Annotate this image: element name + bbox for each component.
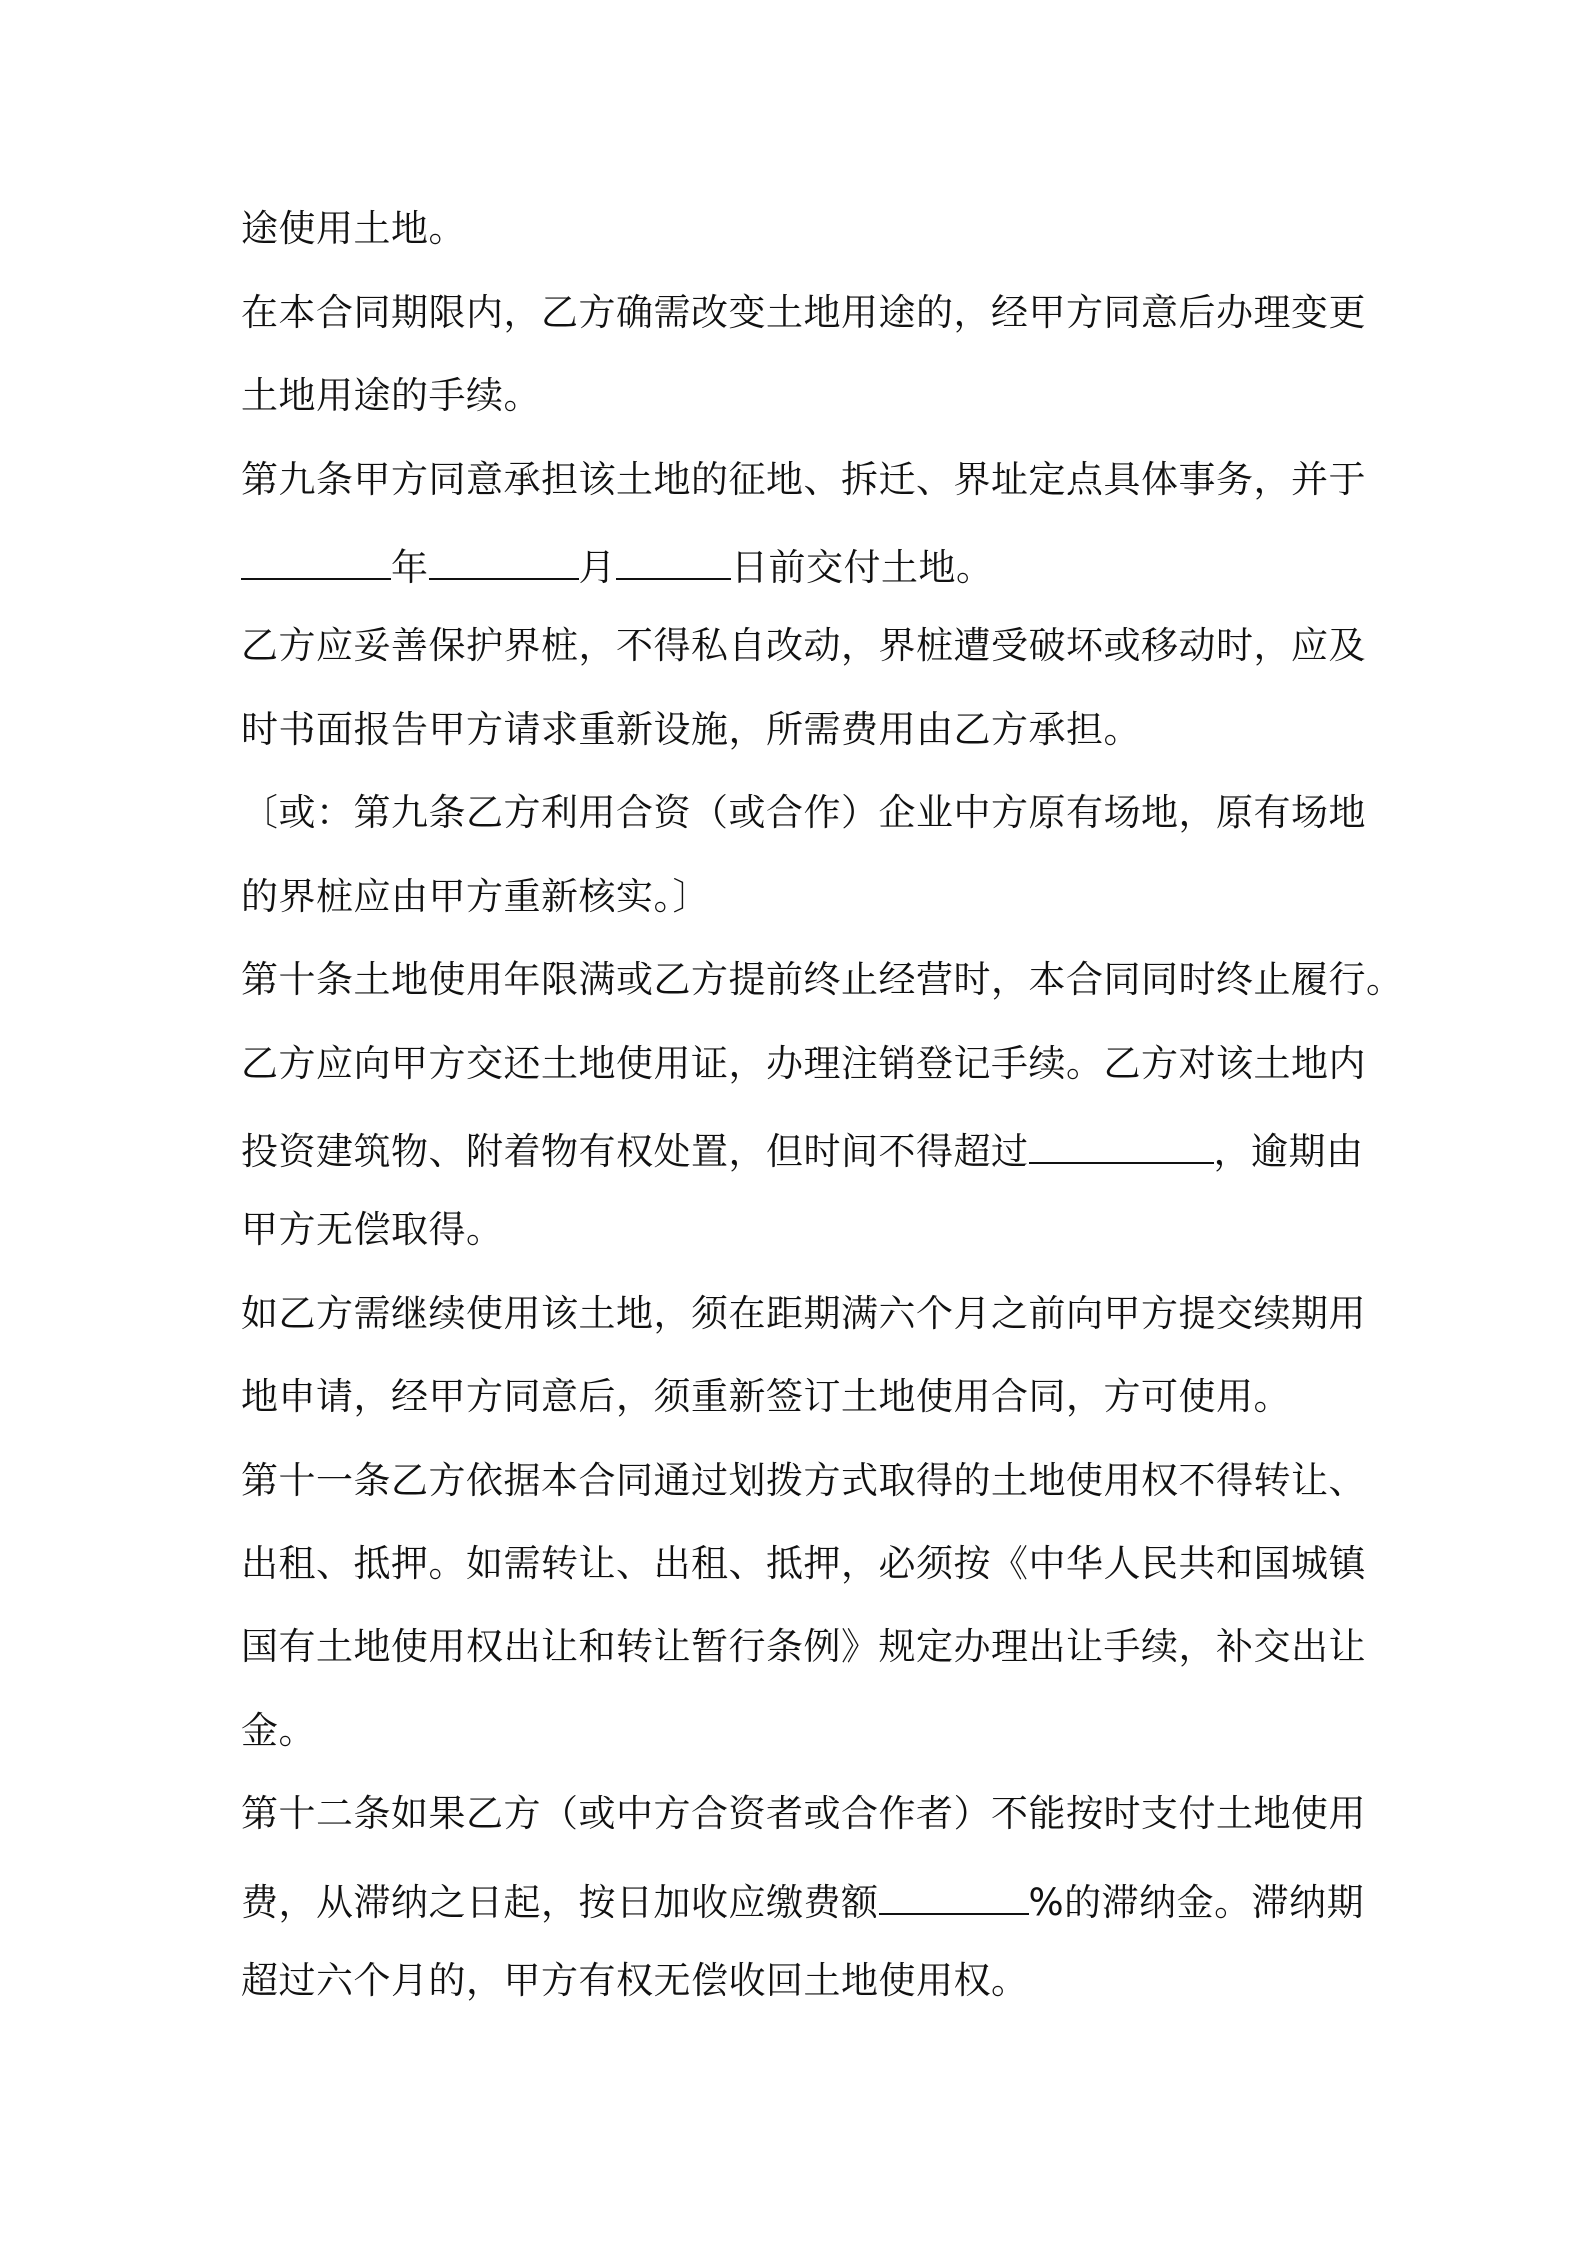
text-line: 第十条土地使用年限满或乙方提前终止经营时，本合同同时终止履行。 xyxy=(241,958,1404,1001)
text-line: 乙方应向甲方交还土地使用证，办理注销登记手续。乙方对该土地内 xyxy=(241,1042,1366,1085)
text-line: 第九条甲方同意承担该土地的征地、拆迁、界址定点具体事务，并于 xyxy=(241,458,1366,501)
text-line: 出租、抵押。如需转让、出租、抵押，必须按《中华人民共和国城镇 xyxy=(241,1542,1366,1585)
text-line: 甲方无偿取得。 xyxy=(241,1208,504,1251)
text-line: 超过六个月的，甲方有权无偿收回土地使用权。 xyxy=(241,1959,1029,2002)
text-line: 土地用途的手续。 xyxy=(241,374,541,417)
text-line: 乙方应妥善保护界桩，不得私自改动，界桩遭受破坏或移动时，应及 xyxy=(241,624,1366,667)
late-fee-suffix: %的滞纳金。滞纳期 xyxy=(1028,1881,1365,1924)
text-line: 地申请，经甲方同意后，须重新签订土地使用合同，方可使用。 xyxy=(241,1375,1291,1418)
year-label: 年 xyxy=(391,546,429,589)
text-line: 第十二条如果乙方（或中方合资者或合作者）不能按时支付土地使用 xyxy=(241,1792,1366,1835)
text-line: 金。 xyxy=(241,1709,316,1752)
blank-field-month[interactable] xyxy=(429,538,579,580)
text-line: 国有土地使用权出让和转让暂行条例》规定办理出让手续，补交出让 xyxy=(241,1625,1366,1668)
late-fee-fill-line xyxy=(241,1873,1364,1928)
text-line: 时书面报告甲方请求重新设施，所需费用由乙方承担。 xyxy=(241,708,1141,751)
month-label: 月 xyxy=(578,546,616,589)
text-line: 第十一条乙方依据本合同通过划拨方式取得的土地使用权不得转让、 xyxy=(241,1459,1366,1502)
time-limit-fill-line xyxy=(241,1122,1364,1177)
text-line: 途使用土地。 xyxy=(241,207,466,250)
day-label: 日前交付土地。 xyxy=(731,546,994,589)
time-limit-suffix: ，逾期由 xyxy=(1213,1130,1364,1173)
blank-field-day[interactable] xyxy=(616,538,731,580)
text-line: 在本合同期限内，乙方确需改变土地用途的，经甲方同意后办理变更 xyxy=(241,291,1366,334)
text-line: 〔或：第九条乙方利用合资（或合作）企业中方原有场地，原有场地 xyxy=(241,791,1366,834)
late-fee-text: 费，从滞纳之日起，按日加收应缴费额 xyxy=(241,1881,879,1924)
blank-field-year[interactable] xyxy=(241,538,391,580)
date-fill-line xyxy=(241,538,994,593)
text-line: 如乙方需继续使用该土地，须在距期满六个月之前向甲方提交续期用 xyxy=(241,1292,1366,1335)
blank-field-time-limit[interactable] xyxy=(1029,1122,1214,1164)
blank-field-late-fee-rate[interactable] xyxy=(879,1873,1029,1915)
text-line: 的界桩应由甲方重新核实。〕 xyxy=(241,875,710,918)
time-limit-text: 投资建筑物、附着物有权处置，但时间不得超过 xyxy=(241,1130,1029,1173)
